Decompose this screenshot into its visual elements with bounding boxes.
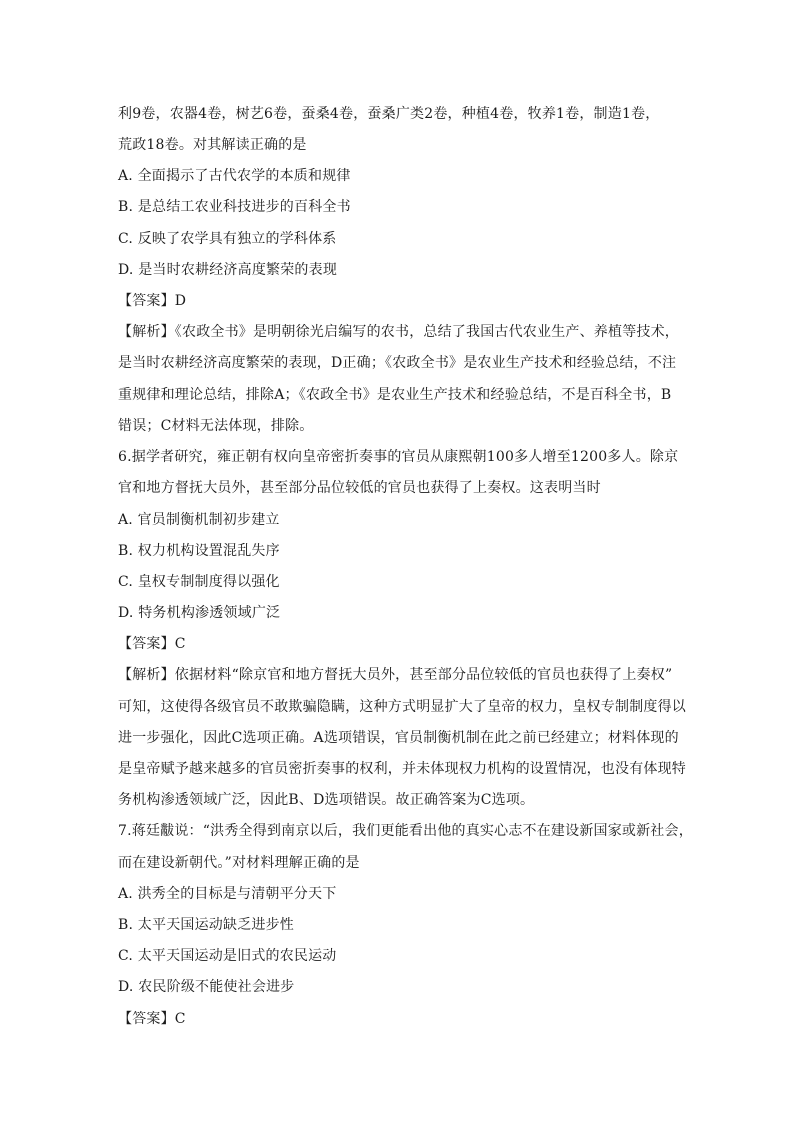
q7-option-c: C. 太平天国运动是旧式的农民运动 <box>118 948 337 964</box>
q6-option-c: C. 皇权专制制度得以强化 <box>118 574 280 590</box>
q6-option-b: B. 权力机构设置混乱失序 <box>118 543 280 559</box>
q5-stem-line2: 荒政18卷。对其解读正确的是 <box>118 137 307 153</box>
q5-option-c: C. 反映了农学具有独立的学科体系 <box>118 231 337 247</box>
q5-stem-line1: 利9卷，农器4卷，树艺6卷，蚕桑4卷，蚕桑广类2卷，种植4卷，牧养1卷，制造1卷， <box>118 106 660 122</box>
q6-answer: 【答案】C <box>118 636 186 652</box>
q7-option-a: A. 洪秀全的目标是与清朝平分天下 <box>118 886 337 902</box>
q7-option-d: D. 农民阶级不能使社会进步 <box>118 979 295 995</box>
q6-analysis-line5: 务机构渗透领域广泛，因此B、D选项错误。故正确答案为C选项。 <box>118 792 535 808</box>
q7-answer: 【答案】C <box>118 1011 186 1027</box>
q6-stem-line1: 6.据学者研究，雍正朝有权向皇帝密折奏事的官员从康熙朝100多人增至1200多人。除京 <box>118 449 679 465</box>
q5-answer: 【答案】D <box>118 293 187 309</box>
q6-analysis-line2: 可知，这使得各级官员不敢欺骗隐瞒，这种方式明显扩大了皇帝的权力，皇权专制制度得以 <box>118 699 686 715</box>
q7-stem-line1: 7.蒋廷黻说：“洪秀全得到南京以后，我们更能看出他的真实心志不在建设新国家或新社会， <box>118 823 693 839</box>
q5-analysis-line3: 重规律和理论总结，排除A；《农政全书》是农业生产技术和经验总结，不是百科全书，B <box>118 387 672 403</box>
q7-stem-line2: 而在建设新朝代。”对材料理解正确的是 <box>118 855 360 871</box>
q5-analysis-line4: 错误；C材料无法体现，排除。 <box>118 418 314 434</box>
q6-analysis-line1: 【解析】依据材料“除京官和地方督抚大员外，甚至部分品位较低的官员也获得了上奏权” <box>118 667 673 683</box>
q6-analysis-line4: 是皇帝赋予越来越多的官员密折奏事的权利，并未体现权力机构的设置情况，也没有体现特 <box>118 761 686 777</box>
q7-option-b: B. 太平天国运动缺乏进步性 <box>118 917 294 933</box>
q5-analysis-line1: 【解析】《农政全书》是明朝徐光启编写的农书，总结了我国古代农业生产、养植等技术， <box>118 324 679 340</box>
q5-option-a: A. 全面揭示了古代农学的本质和规律 <box>118 168 351 184</box>
q6-analysis-line3: 进一步强化，因此C选项正确。A选项错误，官员制衡机制在此之前已经建立；材料体现的 <box>118 730 679 746</box>
q5-analysis-line2: 是当时农耕经济高度繁荣的表现，D正确；《农政全书》是农业生产技术和经验总结，不注 <box>118 355 677 371</box>
q6-option-a: A. 官员制衡机制初步建立 <box>118 512 280 528</box>
q6-option-d: D. 特务机构渗透领域广泛 <box>118 605 281 621</box>
q5-option-b: B. 是总结工农业科技进步的百科全书 <box>118 199 351 215</box>
q5-option-d: D. 是当时农耕经济高度繁荣的表现 <box>118 262 338 278</box>
q6-stem-line2: 官和地方督抚大员外，甚至部分品位较低的官员也获得了上奏权。这表明当时 <box>118 480 601 496</box>
